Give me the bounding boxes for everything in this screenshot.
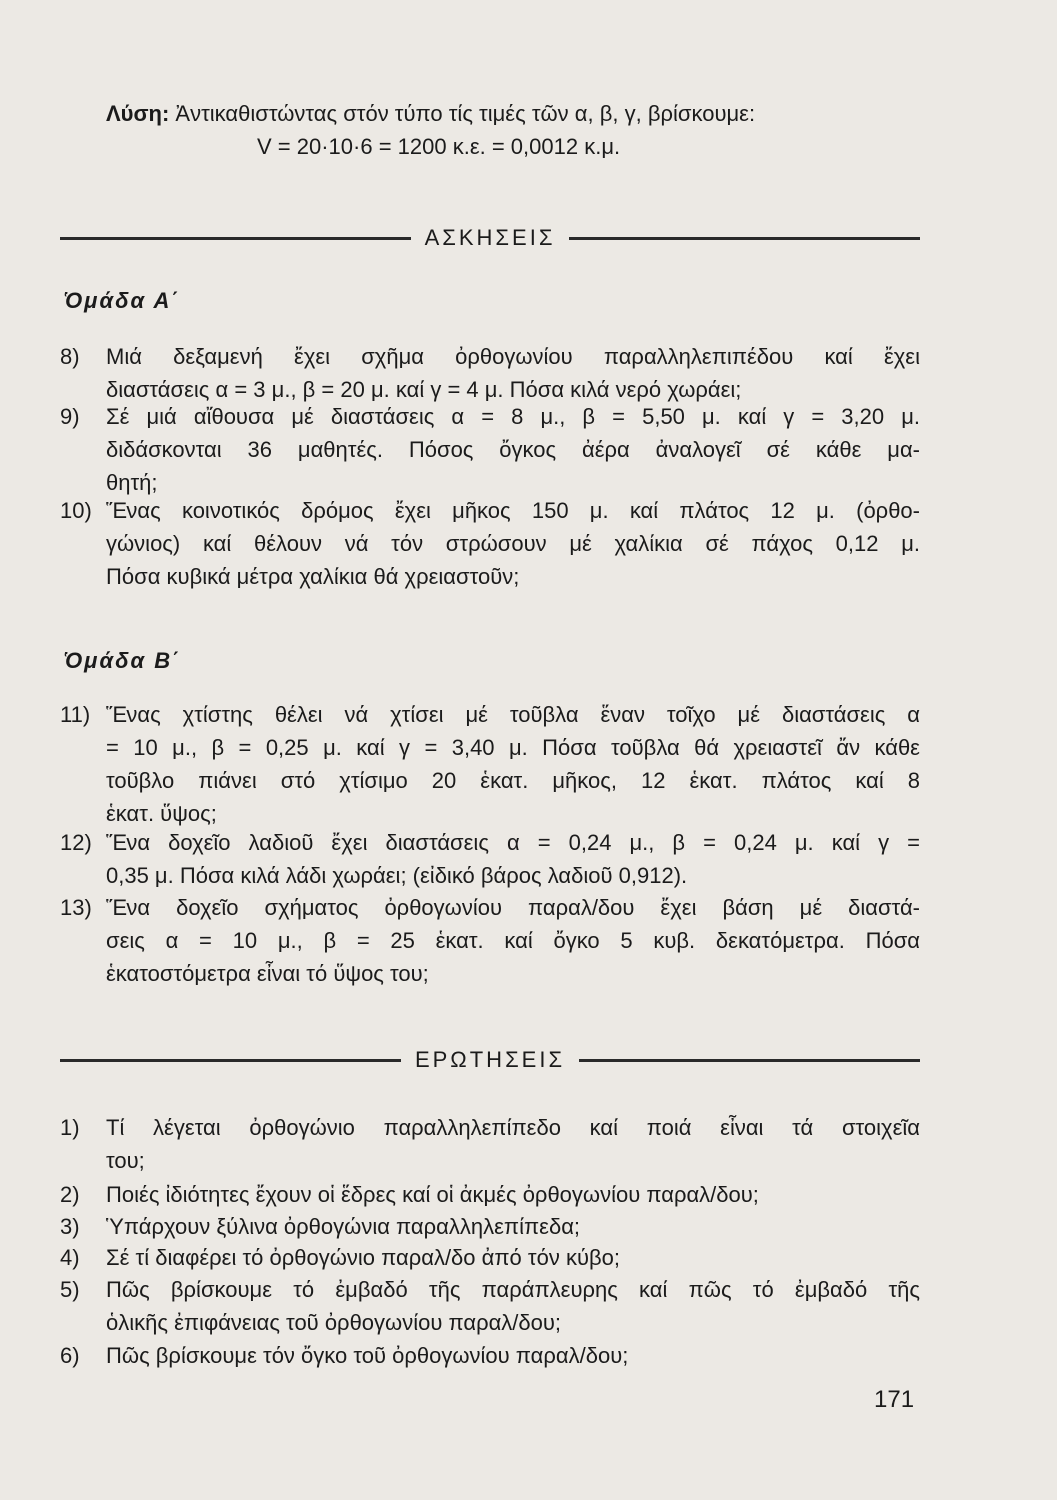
questions-heading <box>60 1045 920 1075</box>
exercise-line: = 10 μ., β = 0,25 μ. καί γ = 3,40 μ. Πόσα τοῦβλα θά χρειαστεῖ ἄν κάθε <box>106 735 920 760</box>
exercise-text <box>106 891 920 990</box>
heading-rule-right <box>579 1059 920 1062</box>
exercise-text <box>106 826 920 892</box>
question-text <box>106 1241 920 1274</box>
exercise-line: διδάσκονται 36 μαθητές. Πόσος ὄγκος ἀέρα ἀναλογεῖ σέ κάθε μα- <box>106 437 920 462</box>
exercise-number: 10) <box>60 498 92 523</box>
question-line: Πῶς βρίσκουμε τό ἐμβαδό τῆς παράπλευρης καί πῶς τό ἐμβαδό τῆς <box>106 1277 920 1302</box>
questions-heading-text: ΕΡΩΤΗΣΕΙΣ <box>414 1047 566 1072</box>
question-text <box>106 1210 920 1243</box>
question-line: Ποιές ἰδιότητες ἔχουν οἱ ἕδρες καί οἱ ἀκμές ὀρθογωνίου παραλ/δου; <box>106 1182 759 1207</box>
heading-rule-right <box>569 237 920 240</box>
exercise-line: γώνιος) καί θέλουν νά τόν στρώσουν μέ χαλίκια σέ πάχος 0,12 μ. <box>106 531 920 556</box>
question-line: Ὑπάρχουν ξύλινα ὀρθογώνια παραλληλεπίπεδα; <box>106 1214 581 1239</box>
question-line: Πῶς βρίσκουμε τόν ὄγκο τοῦ ὀρθογωνίου παραλ/δου; <box>106 1343 629 1368</box>
exercises-heading <box>60 223 920 253</box>
exercise-line: ἑκατ. ὕψος; <box>106 801 217 826</box>
group-b-title: Ὁμάδα Β΄ <box>64 648 182 673</box>
solution-label: Λύση: <box>106 101 170 126</box>
exercise-line: Ἕνας χτίστης θέλει νά χτίσει μέ τοῦβλα ἕναν τοῖχο μέ διαστάσεις α <box>106 702 920 727</box>
exercise-number: 9) <box>60 404 80 429</box>
exercise-text <box>106 698 920 830</box>
page-number: 171 <box>874 1386 915 1413</box>
exercise-text <box>106 340 920 406</box>
exercise-line: Σέ μιά αἴθουσα μέ διαστάσεις α = 8 μ., β = 5,50 μ. καί γ = 3,20 μ. <box>106 404 920 429</box>
exercise-line: Ἕνας κοινοτικός δρόμος ἔχει μῆκος 150 μ. καί πλάτος 12 μ. (ὀρθο- <box>106 498 920 523</box>
question-line: Σέ τί διαφέρει τό ὀρθογώνιο παραλ/δο ἀπό τόν κύβο; <box>106 1245 620 1270</box>
question-text <box>106 1178 920 1211</box>
solution-formula: V = 20·10·6 = 1200 κ.ε. = 0,0012 κ.μ. <box>257 134 621 159</box>
heading-rule-left <box>60 1059 401 1062</box>
question-line: ὁλικῆς ἐπιφάνειας τοῦ ὀρθογωνίου παραλ/δου; <box>106 1310 562 1335</box>
group-a-title: Ὁμάδα Α΄ <box>64 288 181 313</box>
exercise-line: 0,35 μ. Πόσα κιλά λάδι χωράει; (εἰδικό βάρος λαδιοῦ 0,912). <box>106 863 688 888</box>
exercise-line: Μιά δεξαμενή ἔχει σχῆμα ὀρθογωνίου παραλληλεπιπέδου καί ἔχει <box>106 344 920 369</box>
question-text <box>106 1111 920 1177</box>
solution-line-1 <box>106 97 755 130</box>
question-number: 1) <box>60 1115 80 1140</box>
exercise-line: τοῦβλο πιάνει στό χτίσιμο 20 ἑκατ. μῆκος, 12 ἑκατ. πλάτος καί 8 <box>106 768 920 793</box>
heading-rule-left <box>60 237 411 240</box>
exercise-line: διαστάσεις α = 3 μ., β = 20 μ. καί γ = 4 μ. Πόσα κιλά νερό χωράει; <box>106 377 742 402</box>
exercises-heading-text: ΑΣΚΗΣΕΙΣ <box>424 225 556 250</box>
exercise-text <box>106 400 920 499</box>
exercise-line: θητή; <box>106 470 158 495</box>
question-text <box>106 1339 920 1372</box>
exercise-line: ἑκατοστόμετρα εἶναι τό ὕψος του; <box>106 961 429 986</box>
question-number: 2) <box>60 1182 80 1207</box>
exercise-number: 11) <box>60 702 91 727</box>
question-number: 6) <box>60 1343 80 1368</box>
exercise-line: Πόσα κυβικά μέτρα χαλίκια θά χρειαστοῦν; <box>106 564 520 589</box>
question-number: 5) <box>60 1277 80 1302</box>
exercise-number: 8) <box>60 344 80 369</box>
exercise-line: Ἕνα δοχεῖο σχήματος ὀρθογωνίου παραλ/δου ἔχει βάση μέ διαστά- <box>106 895 920 920</box>
question-line: Τί λέγεται ὀρθογώνιο παραλληλεπίπεδο καί ποιά εἶναι τά στοιχεῖα <box>106 1115 920 1140</box>
exercise-number: 13) <box>60 895 92 920</box>
exercise-text <box>106 494 920 593</box>
exercise-number: 12) <box>60 830 92 855</box>
question-line: του; <box>106 1148 145 1173</box>
question-number: 3) <box>60 1214 80 1239</box>
exercise-line: Ἕνα δοχεῖο λαδιοῦ ἔχει διαστάσεις α = 0,24 μ., β = 0,24 μ. καί γ = <box>106 830 920 855</box>
solution-text: Ἀντικαθιστώντας στόν τύπο τίς τιμές τῶν α, β, γ, βρίσκουμε: <box>175 101 756 126</box>
question-number: 4) <box>60 1245 80 1270</box>
exercise-line: σεις α = 10 μ., β = 25 ἑκατ. καί ὄγκο 5 κυβ. δεκατόμετρα. Πόσα <box>106 928 920 953</box>
question-text <box>106 1273 920 1339</box>
